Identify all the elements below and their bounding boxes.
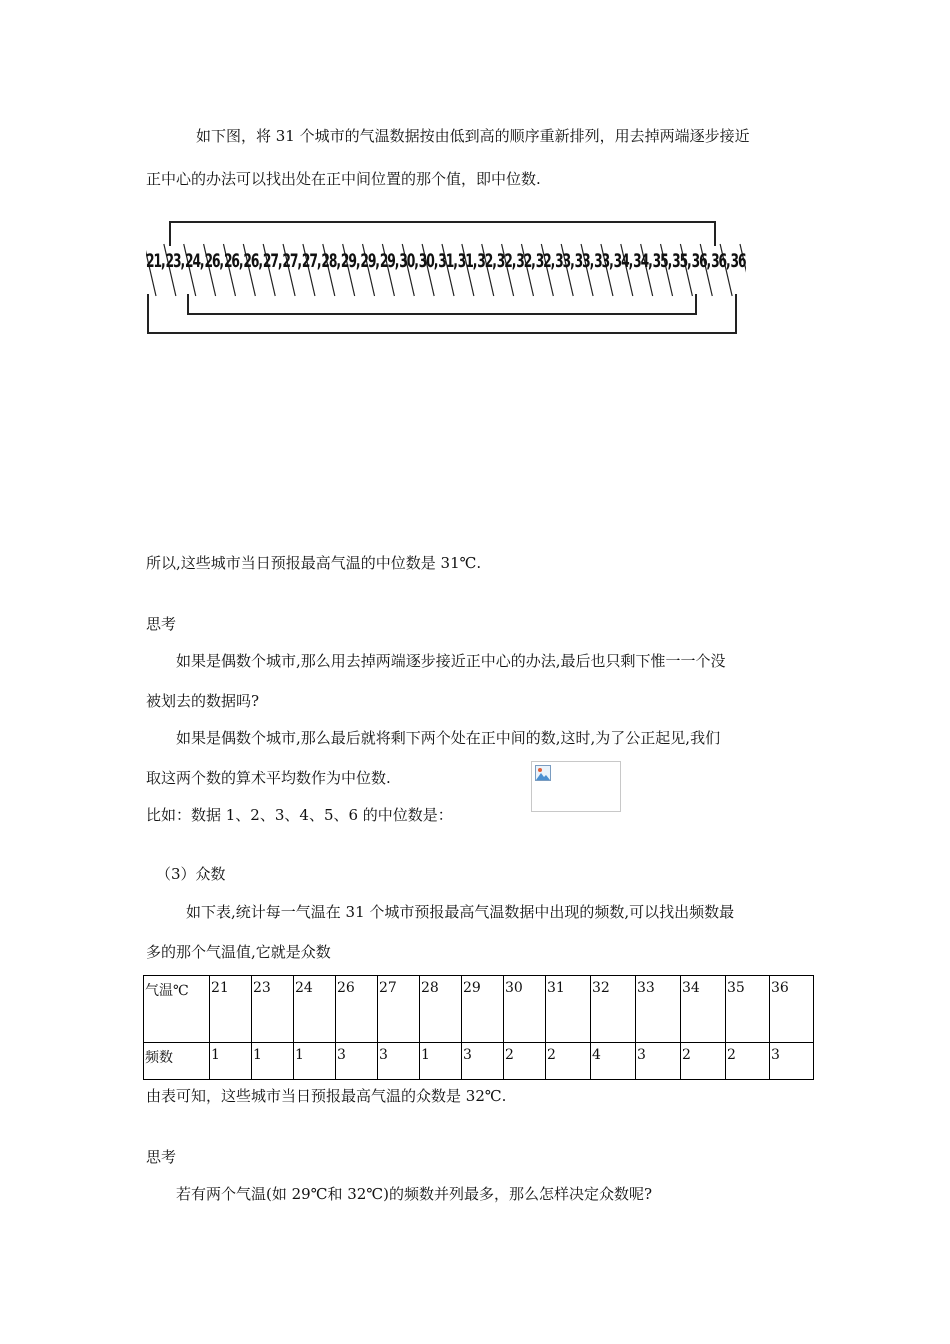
- table-row-frequency: [144, 1043, 814, 1080]
- sorted-value: 34,: [613, 250, 633, 272]
- table-cell-temperature: 26: [336, 976, 378, 1043]
- think-answer-line-2: 取这两个数的算术平均数作为中位数.: [146, 769, 391, 787]
- table-cell-frequency: 4: [591, 1043, 636, 1080]
- sorted-value: 30,: [418, 250, 438, 272]
- table-cell-temperature: 29: [462, 976, 504, 1043]
- table-cell-frequency: 1: [294, 1043, 336, 1080]
- sorted-value: 23,: [165, 250, 185, 272]
- table-cell-frequency: 1: [210, 1043, 252, 1080]
- sorted-value: 32,: [477, 250, 496, 272]
- mode-desc-line-1: 如下表,统计每一气温在 31 个城市预报最高气温数据中出现的频数,可以找出频数最: [186, 903, 735, 921]
- example-line: 比如：数据 1、2、3、4、5、6 的中位数是：: [146, 806, 453, 824]
- table-cell-frequency: 3: [336, 1043, 378, 1080]
- sorted-value: 26,: [243, 250, 262, 272]
- table-cell-temperature: 31: [546, 976, 591, 1043]
- table-header-temperature: 气温℃: [144, 976, 210, 1043]
- sorted-value: 24,: [184, 250, 204, 272]
- median-elimination-figure: [146, 200, 746, 338]
- missing-image-placeholder: [531, 761, 621, 812]
- sorted-value: 29,: [340, 250, 360, 272]
- sorted-value: 27,: [262, 250, 282, 272]
- sorted-value: 36,: [711, 250, 730, 272]
- table-cell-frequency: 3: [378, 1043, 420, 1080]
- sorted-value: 31,: [457, 250, 477, 272]
- table-cell-temperature: 30: [504, 976, 546, 1043]
- table-cell-temperature: 27: [378, 976, 420, 1043]
- table-cell-temperature: 36: [770, 976, 814, 1043]
- sorted-value: 32,: [535, 250, 555, 272]
- table-cell-temperature: 33: [636, 976, 681, 1043]
- sorted-value: 36: [730, 250, 746, 272]
- table-cell-temperature: 35: [726, 976, 770, 1043]
- sorted-value: 34,: [633, 250, 652, 272]
- table-header-frequency: 频数: [144, 1043, 210, 1080]
- think-question-line-2: 被划去的数据吗?: [146, 692, 260, 710]
- sorted-value: 29,: [379, 250, 399, 272]
- sorted-value: 29,: [360, 250, 379, 272]
- think-heading-1: 思考: [146, 615, 177, 633]
- table-cell-frequency: 3: [462, 1043, 504, 1080]
- table-cell-temperature: 28: [420, 976, 462, 1043]
- sorted-value: 33,: [574, 250, 594, 272]
- table-cell-frequency: 2: [546, 1043, 591, 1080]
- frequency-table: [143, 975, 814, 1080]
- think-question-line-1: 如果是偶数个城市,那么用去掉两端逐步接近正中心的办法,最后也只剩下惟一一个没: [176, 652, 726, 670]
- mode-heading: （3）众数: [156, 865, 226, 883]
- think-answer-line-1: 如果是偶数个城市,那么最后就将剩下两个处在正中间的数,这时,为了公正起见,我们: [176, 729, 721, 747]
- sorted-value: 27,: [301, 250, 321, 272]
- table-cell-temperature: 34: [681, 976, 726, 1043]
- sorted-values-row: [146, 250, 746, 272]
- table-cell-frequency: 1: [252, 1043, 294, 1080]
- table-cell-frequency: 2: [726, 1043, 770, 1080]
- table-cell-temperature: 21: [210, 976, 252, 1043]
- table-cell-frequency: 3: [636, 1043, 681, 1080]
- sorted-value: 35,: [652, 250, 672, 272]
- sorted-value: 26,: [223, 250, 243, 272]
- sorted-value: 32,: [496, 250, 516, 272]
- broken-image-icon: [535, 765, 551, 781]
- mode-conclusion: 由表可知，这些城市当日预报最高气温的众数是 32℃.: [146, 1087, 507, 1105]
- sorted-value: 31,: [438, 250, 457, 272]
- mode-desc-line-2: 多的那个气温值,它就是众数: [146, 943, 331, 961]
- sorted-value: 26,: [204, 250, 224, 272]
- intro-line-2: 正中心的办法可以找出处在正中间位置的那个值，即中位数.: [146, 170, 541, 188]
- think-question-2: 若有两个气温(如 29℃和 32℃)的频数并列最多，那么怎样决定众数呢?: [176, 1185, 653, 1203]
- sorted-value: 27,: [282, 250, 301, 272]
- table-cell-temperature: 23: [252, 976, 294, 1043]
- table-cell-frequency: 2: [504, 1043, 546, 1080]
- table-cell-temperature: 32: [591, 976, 636, 1043]
- sorted-value: 28,: [321, 250, 340, 272]
- sorted-value: 21,: [146, 250, 165, 272]
- sorted-value: 30,: [399, 250, 418, 272]
- sorted-value: 35,: [672, 250, 691, 272]
- table-row-temperature: [144, 976, 814, 1043]
- table-cell-frequency: 2: [681, 1043, 726, 1080]
- table-cell-frequency: 3: [770, 1043, 814, 1080]
- table-cell-frequency: 1: [420, 1043, 462, 1080]
- sorted-value: 33,: [555, 250, 574, 272]
- sorted-value: 36,: [691, 250, 711, 272]
- sorted-value: 33,: [594, 250, 613, 272]
- think-heading-2: 思考: [146, 1148, 177, 1166]
- sorted-value: 32,: [516, 250, 535, 272]
- table-cell-temperature: 24: [294, 976, 336, 1043]
- intro-line-1: 如下图，将 31 个城市的气温数据按由低到高的顺序重新排列，用去掉两端逐步接近: [196, 127, 750, 145]
- median-conclusion: 所以,这些城市当日预报最高气温的中位数是 31℃.: [146, 554, 482, 572]
